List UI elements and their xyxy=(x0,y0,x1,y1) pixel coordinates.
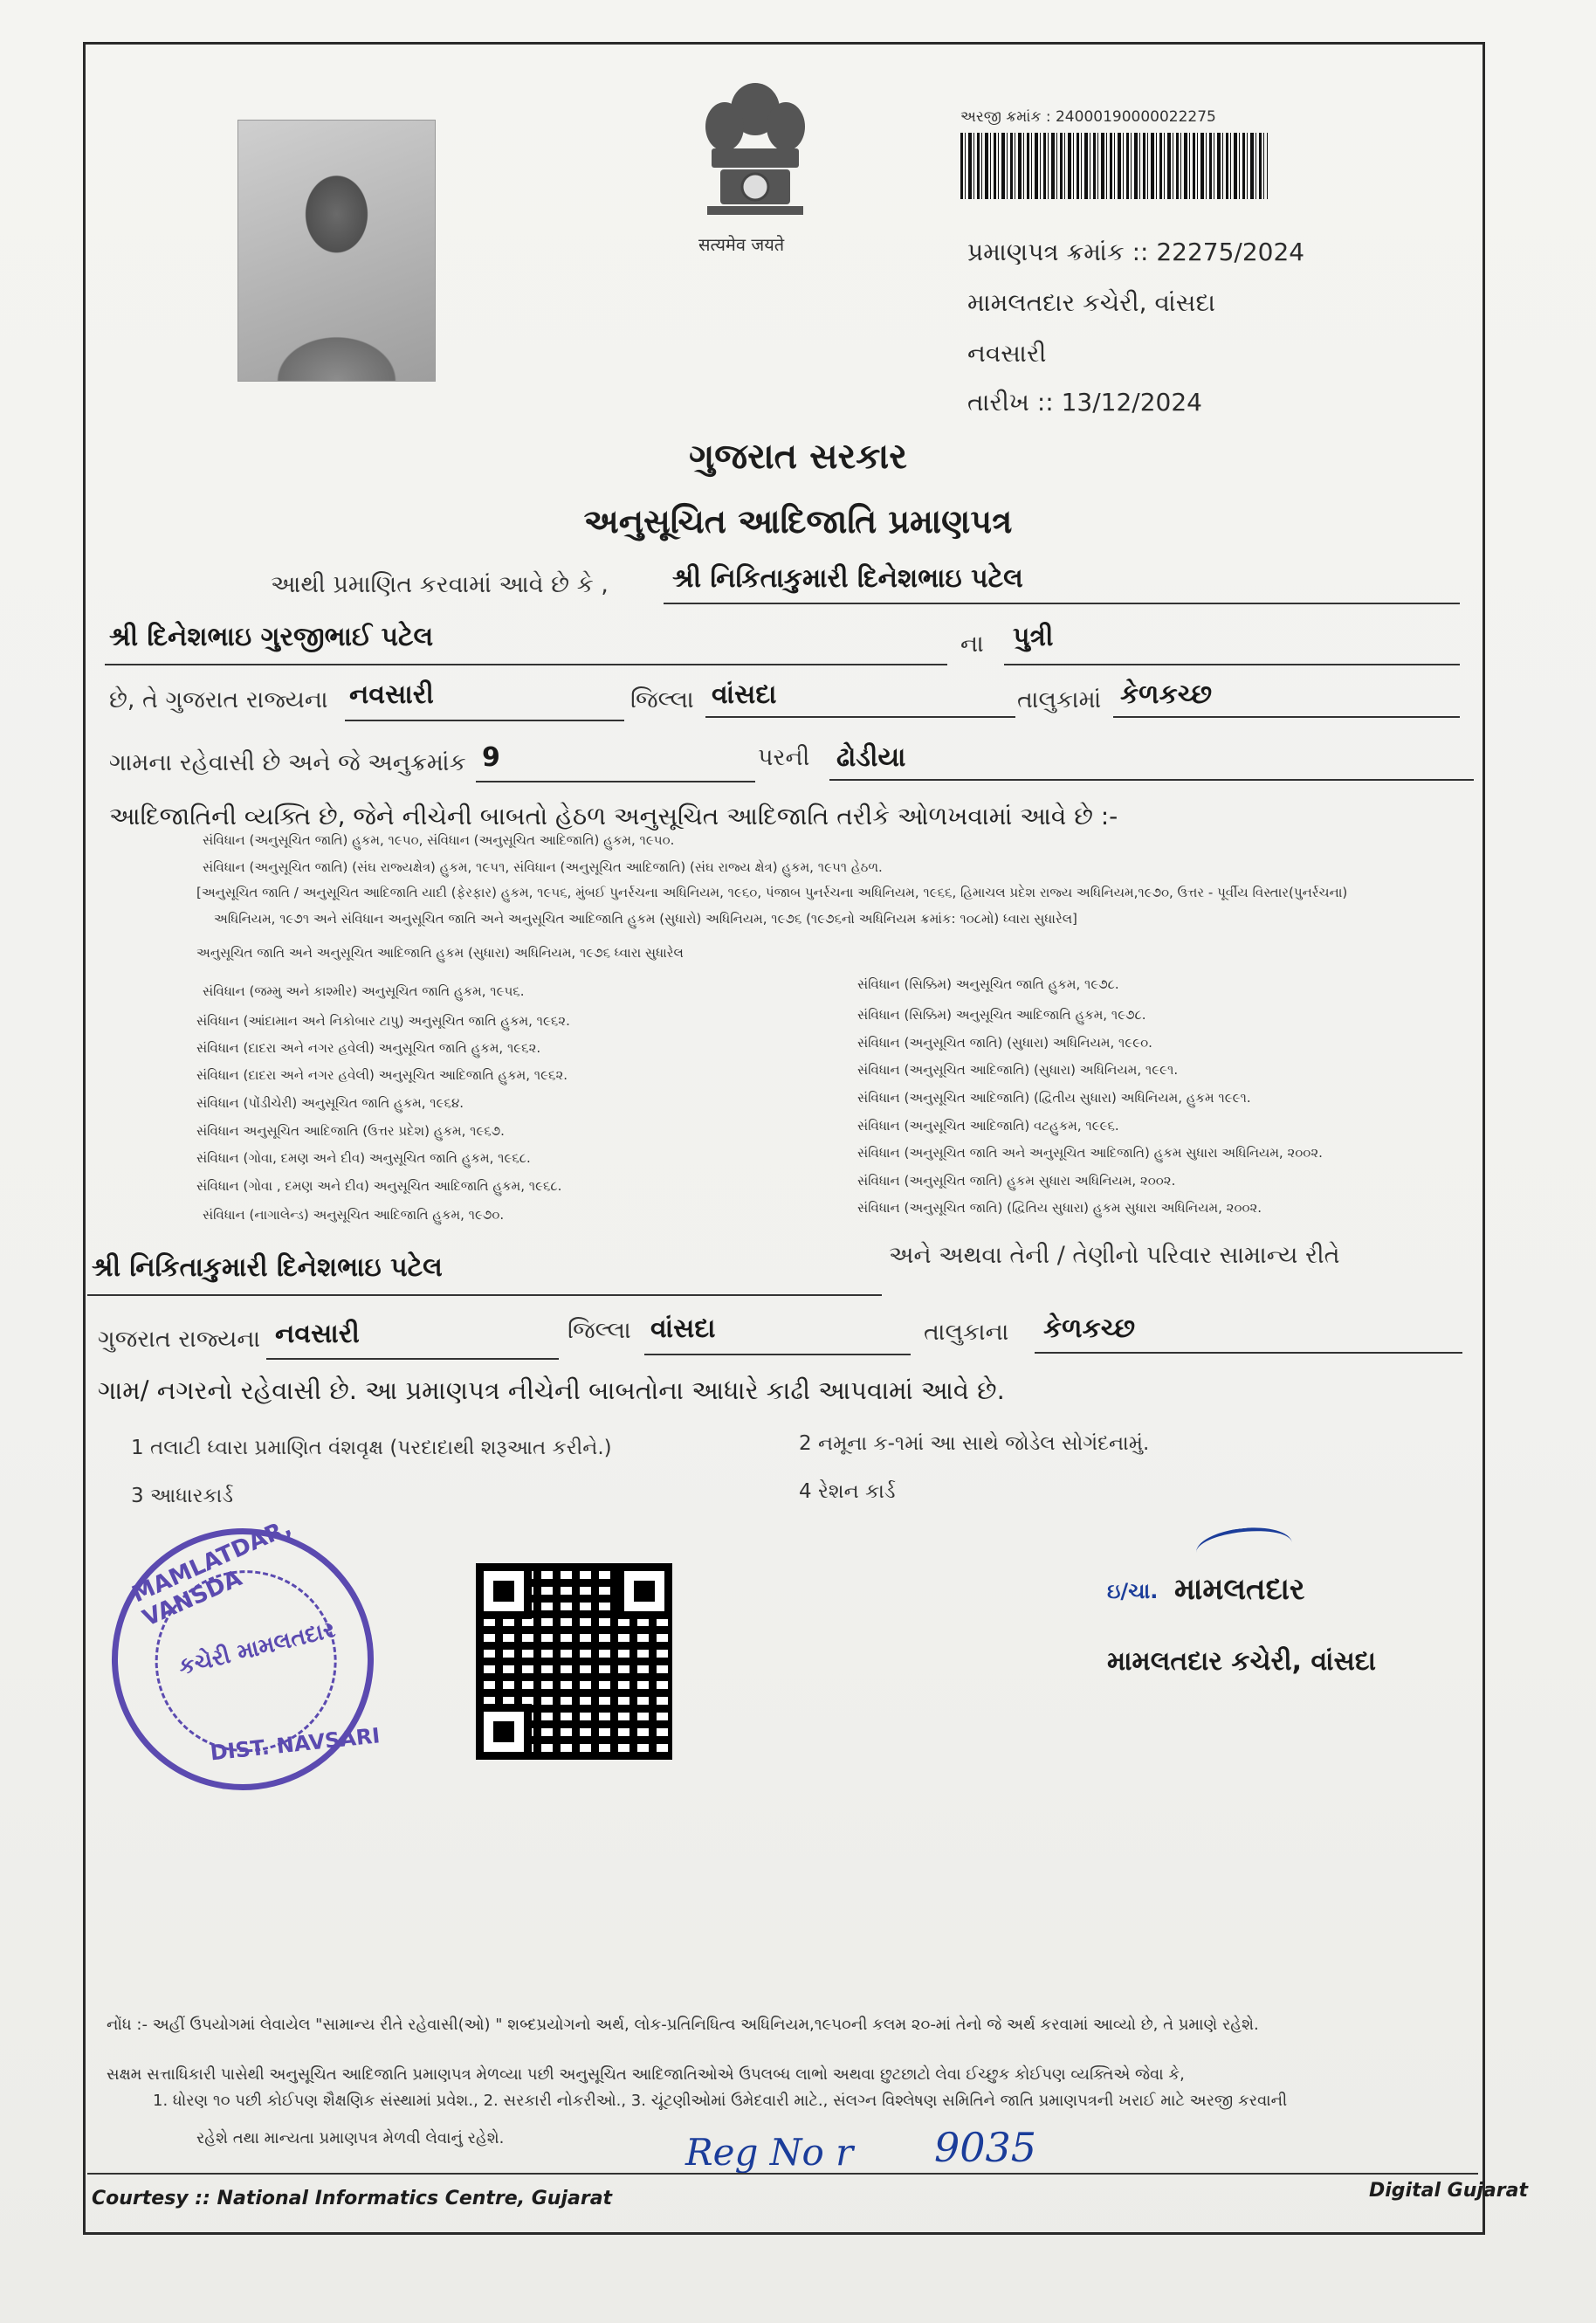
residence-jilla-label: જિલ્લા xyxy=(568,1317,631,1344)
residence-talukana-label: તાલુકાના xyxy=(924,1319,1009,1346)
authority-text: સક્ષમ સત્તાધિકારી પાસેથી અનુસૂચિત આદિજાતિ પ્રમાણપત્ર મેળવ્યા પછી અનુસૂચિત આદિજાતિઓએ ઉપલબ્ધ લાભો અથવા છુટછાટો લેવા ઈચ્છુક કોઈપણ વ્યક્તિએ જેવા કે, xyxy=(107,2065,1185,2084)
order-line: સંવિધાન (દાદરા અને નગર હવેલી) અનુસૂચિત જાતિ હુકમ, ૧૯૬૨. xyxy=(196,1040,541,1056)
order-line: સંવિધાન (અનુસૂચિત જાતિ) (સુધારા) અધિનિયમ, ૧૯૯૦. xyxy=(857,1035,1152,1051)
order-line: અનુસૂચિત જાતિ અને અનુસૂચિત આદિજાતિ હુકમ (સુધારા) અધિનિયમ, ૧૯૭૬ ધ્વારા સુધારેલ xyxy=(196,945,684,961)
stamp-text-bottom: DIST. NAVSARI xyxy=(209,1723,382,1766)
residence-district: નવસારી xyxy=(275,1319,360,1349)
underline xyxy=(644,1354,911,1355)
underline xyxy=(345,720,624,721)
order-line: સંવિધાન (જમ્મુ અને કાશ્મીર) અનુસૂચિત જાતિ હુકમ, ૧૯૫૬. xyxy=(203,983,525,999)
issue-date: તારીખ :: 13/12/2024 xyxy=(967,388,1202,417)
family-label: અને અથવા તેની / તેણીનો પરિવાર સામાન્ય રીતે xyxy=(889,1242,1340,1269)
national-emblem-icon xyxy=(690,79,821,227)
residence-state-label: ગુજરાત રાજ્યના xyxy=(98,1326,261,1353)
order-line: [અનુસૂચિત જાતિ / અનુસૂચિત આદિજાતિ યાદી (ફેરફાર) હુકમ, ૧૯૫૬, મુંબઈ પુનર્રચના અધિનિયમ, ૧૯૬૦, પંજાબ પુનર્રચના અધિનિયમ, ૧૯૬૬, હિમાચલ પ્રદેશ રાજ્ય અધિનિયમ,૧૯૭૦, ઉત્તર - પૂર્વીય વિસ્તાર(પુનર્રચના) xyxy=(196,885,1348,900)
underline xyxy=(1035,1352,1462,1354)
underline xyxy=(705,716,1015,718)
order-line: સંવિધાન (ગોવા , દમણ અને દીવ) અનુસૂચિત આદિજાતિ હુકમ, ૧૯૬૮. xyxy=(196,1178,562,1194)
order-line: સંવિધાન (પોંડીચેરી) અનુસૂચિત જાતિ હુકમ, ૧૯૬૪. xyxy=(196,1095,464,1111)
order-line: સંવિધાન (દાદરા અને નગર હવેલી) અનુસૂચિત આદિજાતિ હુકમ, ૧૯૬૨. xyxy=(196,1067,568,1083)
issuing-district: નવસારી xyxy=(967,339,1047,368)
underline xyxy=(105,664,947,665)
underline xyxy=(1004,664,1460,665)
residence-taluka: વાંસદા xyxy=(650,1313,716,1344)
order-line: સંવિધાન (અનુસૂચિત આદિજાતિ) (સુધારા) અધિનિયમ, ૧૯૯૧. xyxy=(857,1062,1179,1078)
na-label: ના xyxy=(960,631,984,658)
order-line: સંવિધાન (અનુસૂચિત જાતિ અને અનુસૂચિત આદિજાતિ) હુકમ સુધારા અધિનિયમ, ૨૦૦૨. xyxy=(857,1145,1323,1161)
holder-name: શ્રી નિકિતાકુમારી દિનેશભાઇ પટેલ xyxy=(672,563,1023,594)
qr-finder xyxy=(616,1563,672,1619)
government-title: ગુજરાત સરકાર xyxy=(689,437,907,477)
certificate-title: અનુસૂચિત આદિજાતિ પ્રમાણપત્ર xyxy=(583,502,1013,541)
serial-number: 9 xyxy=(482,742,500,773)
order-line: સંવિધાન (અનુસૂચિત આદિજાતિ) વટહુકમ, ૧૯૯૬. xyxy=(857,1118,1119,1134)
footer-rule xyxy=(87,2173,1478,2175)
document-item: 1 તલાટી ધ્વારા પ્રમાણિત વંશવૃક્ષ (પરદાદાથી શરૂઆત કરીને.) xyxy=(131,1437,612,1459)
issuing-office: મામલતદાર કચેરી, વાંસદા xyxy=(967,288,1215,317)
intro-text: આથી પ્રમાણિત કરવામાં આવે છે કે , xyxy=(271,571,609,598)
par-label: પરની xyxy=(758,744,810,771)
underline xyxy=(664,603,1460,604)
residence-village: કેળકચ્છ xyxy=(1043,1313,1136,1344)
village: કેળકચ્છ xyxy=(1120,679,1213,710)
footer-brand: Digital Gujarat xyxy=(1369,2180,1528,2202)
authority-item-continued: રહેશે તથા માન્યતા પ્રમાણપત્ર મેળવી લેવાનું રહેશે. xyxy=(196,2129,505,2147)
residence-name: શ્રી નિકિતાકુમારી દિનેશભાઇ પટેલ xyxy=(92,1252,443,1283)
order-line: સંવિધાન (અનુસૂચિત આદિજાતિ) (દ્વિતીય સુધારા) અધિનિયમ, હુકમ ૧૯૯૧. xyxy=(857,1090,1251,1106)
order-line: સંવિધાન (આંદામાન અને નિકોબાર ટાપુ) અનુસૂચિત જાતિ હુકમ, ૧૯૬૨. xyxy=(196,1013,570,1029)
certificate-number: પ્રમાણપત્ર ક્રમાંક :: 22275/2024 xyxy=(967,238,1305,266)
tribe: ઢોડીયા xyxy=(836,742,906,773)
footer-courtesy: Courtesy :: National Informatics Centre, Gujarat xyxy=(92,2188,613,2209)
application-number: અરજી ક્રમાંક : 24000190000022275 xyxy=(960,108,1216,126)
basis-text: ગામ/ નગરનો રહેવાસી છે. આ પ્રમાણપત્ર નીચેની બાબતોના આધારે કાઢી આપવામાં આવે છે. xyxy=(98,1375,1005,1405)
order-line: અધિનિયમ, ૧૯૭૧ અને સંવિધાન અનુસૂચિત જાતિ અને અનુસૂચિત આદિજાતિ હુકમ (સુધારો) અધિનિયમ, ૧૯૭૬ (૧૯૭૬નો અધિનિયમ ક્રમાંક: ૧૦૮મો) ધ્વારા સુધારેલ] xyxy=(214,911,1077,927)
jilla-label: જિલ્લા xyxy=(630,686,694,713)
underline xyxy=(87,1294,882,1296)
taluka: વાંસદા xyxy=(712,679,777,710)
order-line: સંવિધાન (અનુસૂચિત જાતિ) હુકમ, ૧૯૫૦, સંવિધાન (અનુસૂચિત આદિજાતિ) હુકમ, ૧૯૫૦. xyxy=(203,832,675,848)
signatory-office: મામલતદાર કચેરી, વાંસદા xyxy=(1107,1646,1376,1677)
talukama-label: તાલુકામાં xyxy=(1017,686,1102,713)
order-line: સંવિધાન (ગોવા, દમણ અને દીવ) અનુસૂચિત જાતિ હુકમ, ૧૯૬૮. xyxy=(196,1150,531,1166)
document-item: 2 નમૂના ક-૧માં આ સાથે જોડેલ સોગંદનામું. xyxy=(799,1432,1150,1455)
stamp-text-center: કચેરી મામલતદાર xyxy=(175,1616,338,1681)
signatory-designation: મામલતદાર xyxy=(1174,1572,1305,1607)
order-line: સંવિધાન (નાગાલેન્ડ) અનુસૂચિત આદિજાતિ હુકમ, ૧૯૭૦. xyxy=(203,1207,505,1223)
father-name: શ્રી દિનેશભાઇ ગુરજીભાઈ પટેલ xyxy=(109,622,434,652)
order-line: સંવિધાન (અનુસૂચિત જાતિ) હુકમ સુધારા અધિનિયમ, ૨૦૦૨. xyxy=(857,1173,1176,1189)
handwritten-reg: Reg No r xyxy=(685,2131,854,2174)
emblem-motto: सत्यमेव जयते xyxy=(698,234,785,255)
applicant-photo xyxy=(237,120,436,382)
relation: પુત્રી xyxy=(1013,622,1054,652)
order-line: સંવિધાન અનુસૂચિત આદિજાતિ (ઉત્તર પ્રદેશ) હુકમ, ૧૯૬૭. xyxy=(196,1123,505,1139)
underline xyxy=(1113,716,1460,718)
stamp-text-top: MAMLATDAR, VANSDA xyxy=(127,1514,296,1632)
state-district: નવસારી xyxy=(349,679,434,710)
document-item: 3 આધારકાર્ડ xyxy=(131,1485,234,1507)
signature-prefix: ઇ/ચા. xyxy=(1107,1579,1159,1603)
document-item: 4 રેશન કાર્ડ xyxy=(799,1480,896,1503)
handwritten-number: 9035 xyxy=(934,2124,1037,2171)
order-line: સંવિધાન (સિક્કિમ) અનુસૂચિત જાતિ હુકમ, ૧૯૭૮. xyxy=(857,976,1119,992)
resident-label: ગામના રહેવાસી છે અને જે અનુક્રમાંક xyxy=(109,749,466,776)
qr-finder xyxy=(476,1704,532,1760)
qr-finder xyxy=(476,1563,532,1619)
note-text: નોંધ :- અહીં ઉપયોગમાં લેવાયેલ "સામાન્ય રીતે રહેવાસી(ઓ) " શબ્દપ્રયોગનો અર્થ, લોક-પ્રતિનિધિત્વ અધિનિયમ,૧૯૫૦ની કલમ ૨૦-માં તેનો જે અર્થ કરવામાં આવ્યો છે, તે પ્રમાણે રહેશે. xyxy=(107,2016,1259,2034)
barcode xyxy=(960,133,1268,199)
order-line: સંવિધાન (સિક્કિમ) અનુસૂચિત આદિજાતિ હુકમ, ૧૯૭૮. xyxy=(857,1007,1146,1023)
order-line: સંવિધાન (અનુસૂચિત જાતિ) (સંઘ રાજ્યક્ષેત્ર) હુકમ, ૧૯૫૧, સંવિધાન (અનુસૂચિત આદિજાતિ) (સંઘ રાજ્ય ક્ષેત્ર) હુકમ, ૧૯૫૧ હેઠળ. xyxy=(203,859,883,875)
order-line: સંવિધાન (અનુસૂચિત જાતિ) (દ્વિતિય સુધારા) હુકમ સુધારા અધિનિયમ, ૨૦૦૨. xyxy=(857,1200,1262,1216)
underline xyxy=(476,781,755,782)
recognition-text: આદિજાતિની વ્યક્તિ છે, જેને નીચેની બાબતો હેઠળ અનુસૂચિત આદિજાતિ તરીકે ઓળખવામાં આવે છે :- xyxy=(109,802,1118,831)
state-label: છે, તે ગુજરાત રાજ્યના xyxy=(109,686,328,713)
qr-code xyxy=(476,1563,672,1760)
underline xyxy=(266,1358,559,1360)
underline xyxy=(829,779,1474,781)
authority-item: 1. ધોરણ ૧૦ પછી કોઈપણ શૈક્ષણિક સંસ્થામાં પ્રવેશ., 2. સરકારી નોકરીઓ., 3. ચૂંટણીઓમાં ઉમેદવારી માટે., સંલગ્ન વિશ્લેષણ સમિતિને જાતિ પ્રમાણપત્રની ખરાઈ માટે અરજી કરવાની xyxy=(153,2092,1288,2110)
